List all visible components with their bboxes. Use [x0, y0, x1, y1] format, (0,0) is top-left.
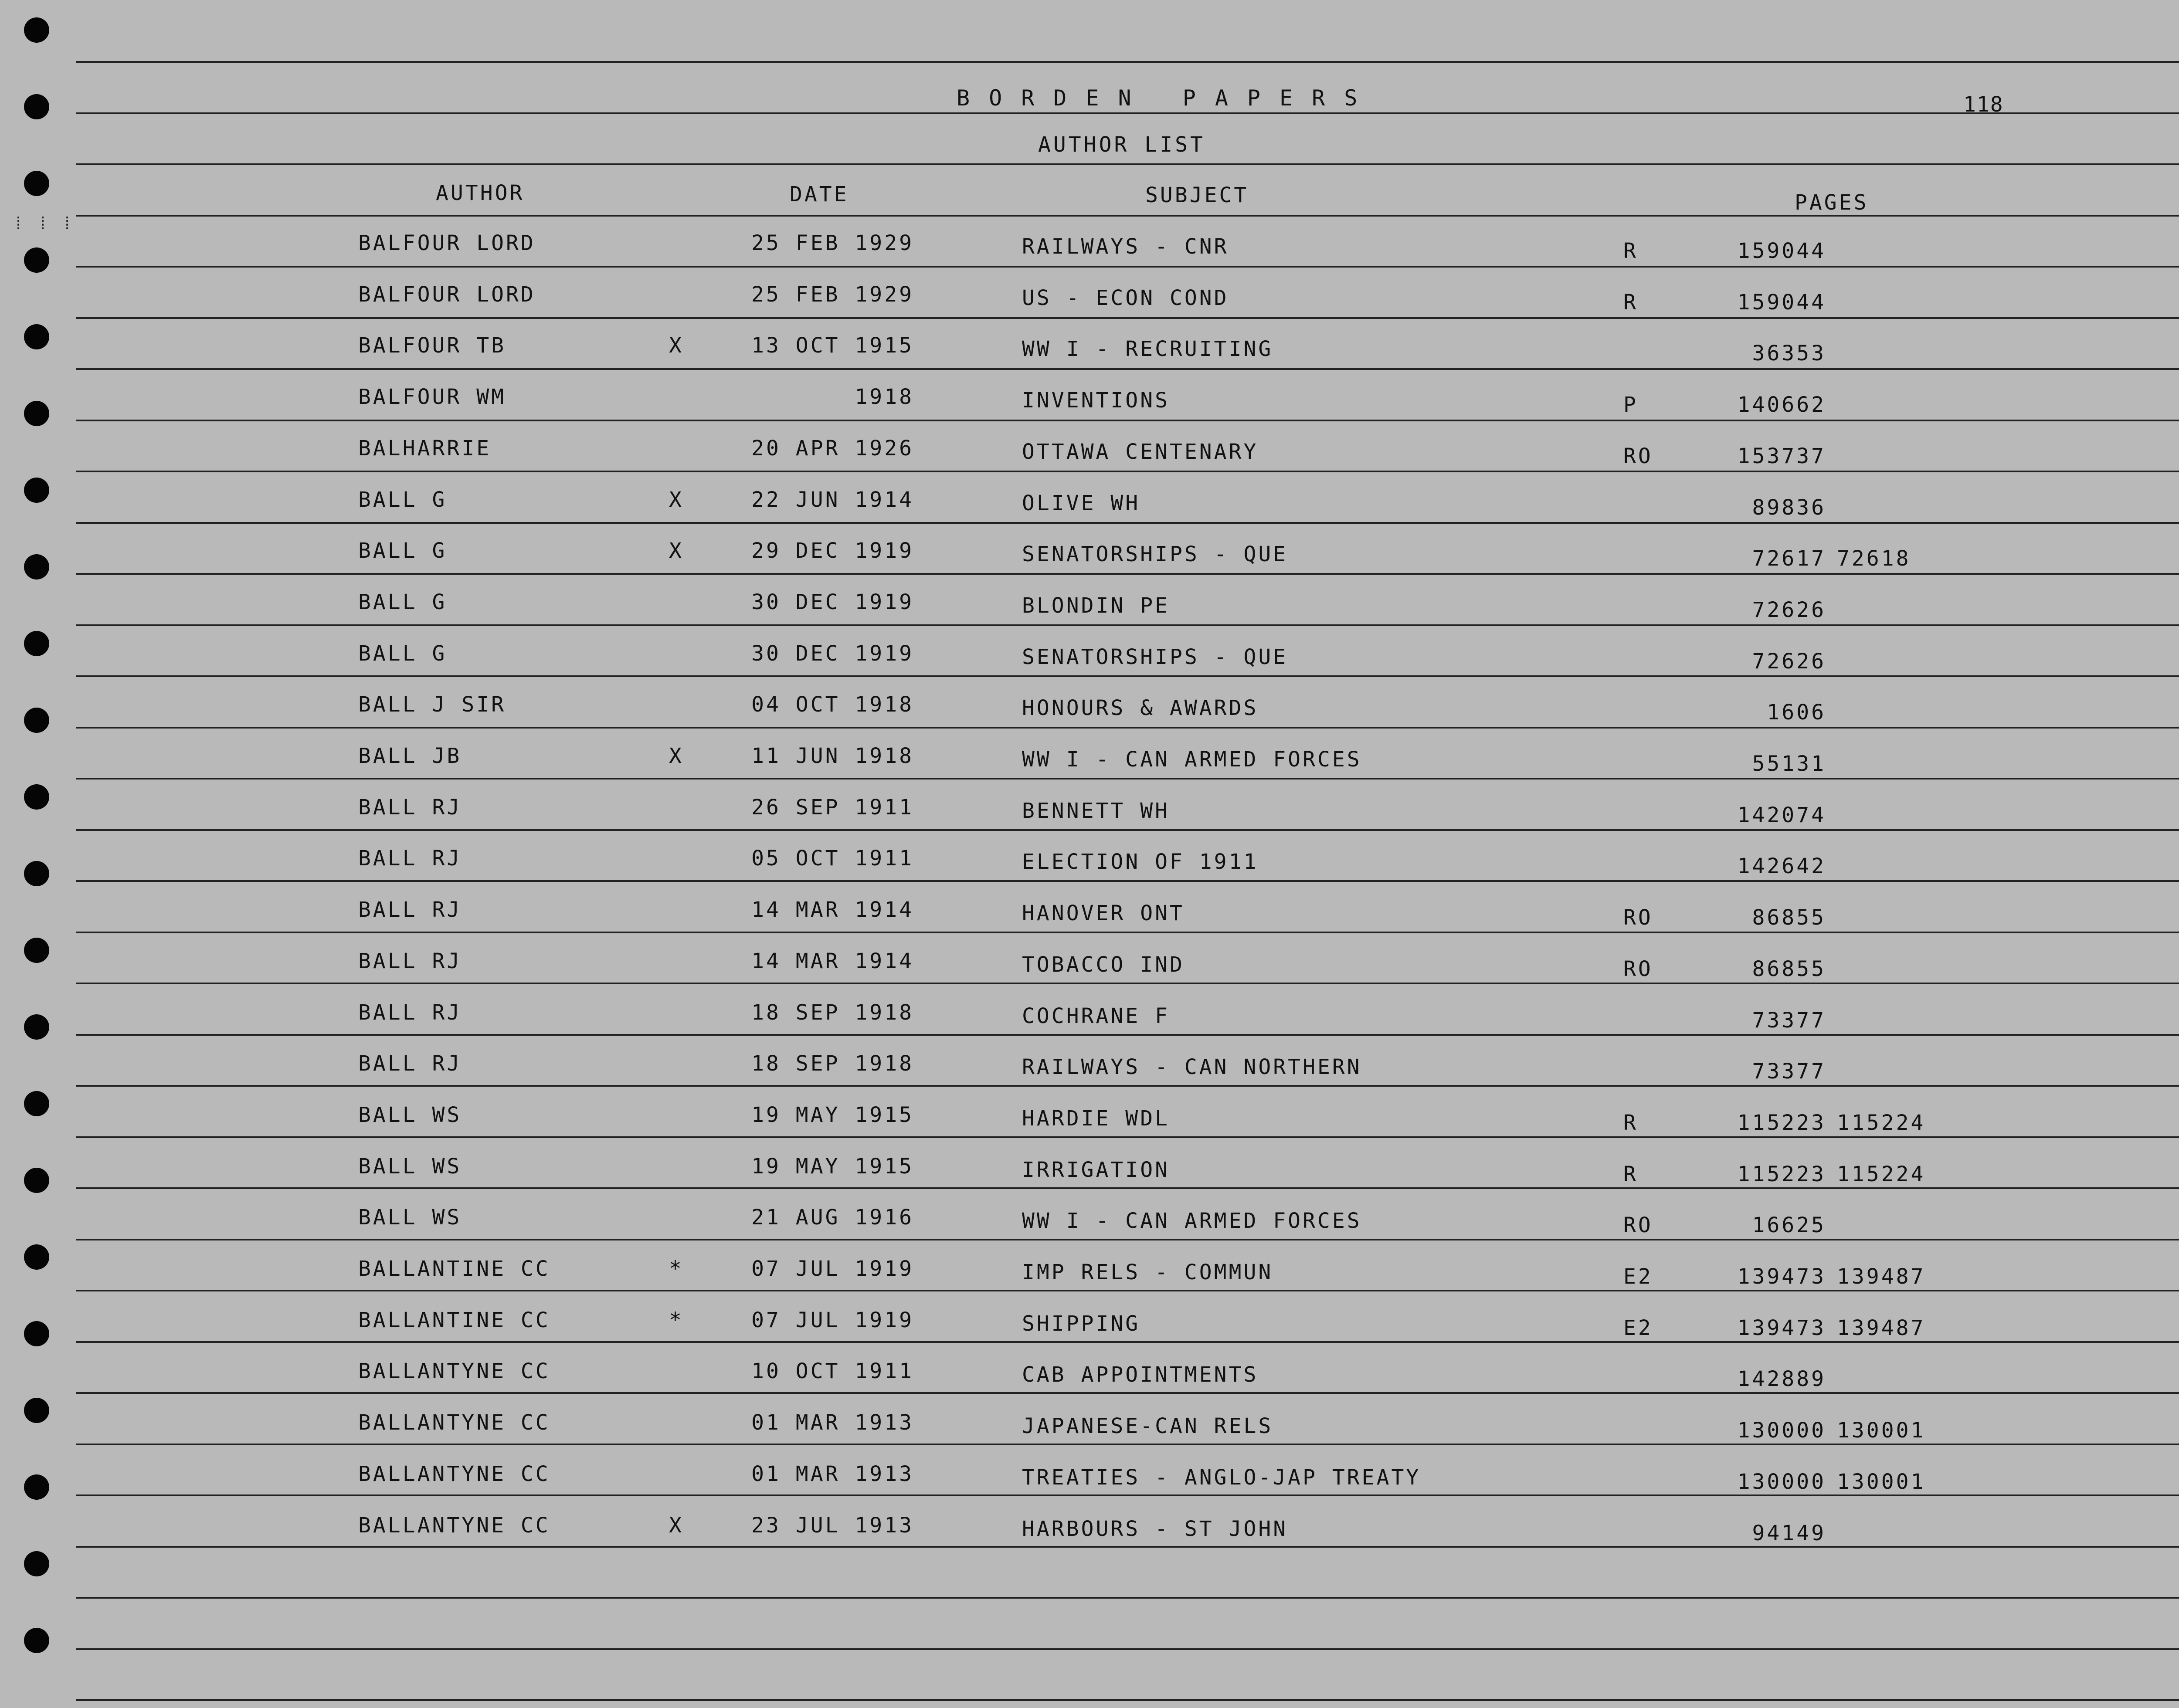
table-row: [0, 385, 2179, 433]
author-cell: BALFOUR LORD: [358, 282, 536, 307]
table-row: [0, 1462, 2179, 1510]
table-row: [0, 1359, 2179, 1407]
date-cell: 18 SEP 1918: [751, 1000, 914, 1025]
page-start-cell: 94149: [1752, 1521, 1826, 1545]
feed-hole: [24, 1628, 49, 1653]
page-start-cell: 142642: [1737, 854, 1826, 878]
page-start-cell: 115223: [1737, 1162, 1826, 1186]
date-cell: 26 SEP 1911: [751, 795, 914, 820]
subject-cell: US - ECON COND: [1022, 286, 1229, 310]
ruled-line: [76, 112, 2179, 114]
table-row: [0, 744, 2179, 792]
column-header-subject: SUBJECT: [1145, 183, 1249, 207]
subject-cell: TREATIES - ANGLO-JAP TREATY: [1022, 1465, 1421, 1490]
feed-hole: [24, 171, 49, 196]
author-cell: BALLANTINE CC: [358, 1257, 550, 1281]
subject-cell: SENATORSHIPS - QUE: [1022, 645, 1288, 669]
document-title: BORDEN PAPERS: [957, 85, 1377, 111]
author-cell: BALFOUR WM: [358, 385, 506, 409]
author-cell: BALL G: [358, 488, 447, 512]
page-end-cell: 139487: [1837, 1316, 1926, 1340]
subject-cell: ELECTION OF 1911: [1022, 850, 1259, 874]
author-cell: BALLANTYNE CC: [358, 1513, 550, 1538]
code-cell: RO: [1623, 1213, 1653, 1237]
table-row: [0, 1513, 2179, 1561]
table-row: [0, 692, 2179, 740]
subject-cell: BENNETT WH: [1022, 799, 1170, 823]
page-end-cell: 115224: [1837, 1162, 1926, 1186]
code-cell: R: [1623, 1111, 1638, 1135]
table-row: [0, 641, 2179, 689]
author-cell: BALL WS: [358, 1103, 462, 1127]
page-start-cell: 16625: [1752, 1213, 1826, 1237]
page-start-cell: 89836: [1752, 495, 1826, 520]
page-start-cell: 142074: [1737, 803, 1826, 827]
author-cell: BALFOUR LORD: [358, 231, 536, 255]
subject-cell: RAILWAYS - CNR: [1022, 234, 1229, 259]
subject-cell: SENATORSHIPS - QUE: [1022, 542, 1288, 566]
subject-cell: HONOURS & AWARDS: [1022, 696, 1259, 720]
table-row: [0, 1308, 2179, 1356]
page-start-cell: 139473: [1737, 1316, 1826, 1340]
date-cell: 18 SEP 1918: [751, 1051, 914, 1076]
page-start-cell: 72626: [1752, 649, 1826, 674]
date-cell: 19 MAY 1915: [751, 1154, 914, 1179]
date-cell: 22 JUN 1914: [751, 488, 914, 512]
code-cell: R: [1623, 290, 1638, 315]
date-cell: 23 JUL 1913: [751, 1513, 914, 1538]
page-start-cell: 159044: [1737, 239, 1826, 263]
author-cell: BALL G: [358, 539, 447, 563]
date-cell: 19 MAY 1915: [751, 1103, 914, 1127]
page-start-cell: 36353: [1752, 341, 1826, 366]
date-cell: 30 DEC 1919: [751, 641, 914, 666]
author-cell: BALFOUR TB: [358, 333, 506, 358]
page-start-cell: 130000: [1737, 1470, 1826, 1494]
author-cell: BALL RJ: [358, 898, 462, 922]
page-start-cell: 72626: [1752, 598, 1826, 622]
subject-cell: OLIVE WH: [1022, 491, 1140, 515]
date-cell: 25 FEB 1929: [751, 231, 914, 255]
table-row: [0, 1154, 2179, 1202]
column-header-date: DATE: [790, 182, 849, 207]
page-start-cell: 73377: [1752, 1059, 1826, 1084]
table-row: [0, 949, 2179, 997]
author-cell: BALLANTYNE CC: [358, 1359, 550, 1383]
flag-cell: X: [669, 333, 684, 358]
page-end-cell: 115224: [1837, 1111, 1926, 1135]
subject-cell: RAILWAYS - CAN NORTHERN: [1022, 1055, 1362, 1079]
table-row: [0, 1257, 2179, 1305]
table-row: [0, 539, 2179, 586]
flag-cell: *: [669, 1257, 684, 1281]
code-cell: RO: [1623, 957, 1653, 981]
date-cell: 01 MAR 1913: [751, 1410, 914, 1435]
table-row: [0, 846, 2179, 894]
subject-cell: IMP RELS - COMMUN: [1022, 1260, 1273, 1284]
ruled-line: [76, 1597, 2179, 1599]
date-cell: 05 OCT 1911: [751, 846, 914, 871]
date-cell: 07 JUL 1919: [751, 1308, 914, 1332]
flag-cell: X: [669, 539, 684, 563]
column-header-author: AUTHOR: [436, 181, 525, 205]
author-cell: BALL RJ: [358, 846, 462, 871]
subject-cell: COCHRANE F: [1022, 1004, 1170, 1028]
table-row: [0, 795, 2179, 843]
subject-cell: HARBOURS - ST JOHN: [1022, 1517, 1288, 1541]
date-cell: 20 APR 1926: [751, 436, 914, 461]
page-end-cell: 130001: [1837, 1470, 1926, 1494]
page-start-cell: 115223: [1737, 1111, 1826, 1135]
date-cell: 25 FEB 1929: [751, 282, 914, 307]
subject-cell: BLONDIN PE: [1022, 593, 1170, 618]
feed-hole: [24, 94, 49, 119]
page-start-cell: 130000: [1737, 1418, 1826, 1443]
date-cell: 29 DEC 1919: [751, 539, 914, 563]
page-end-cell: 72618: [1837, 546, 1911, 571]
author-cell: BALL G: [358, 641, 447, 666]
ruled-line: [76, 215, 2179, 217]
page-start-cell: 86855: [1752, 957, 1826, 981]
author-cell: BALL G: [358, 590, 447, 614]
page-start-cell: 73377: [1752, 1008, 1826, 1033]
page-start-cell: 86855: [1752, 905, 1826, 930]
date-cell: 30 DEC 1919: [751, 590, 914, 614]
date-cell: 04 OCT 1918: [751, 692, 914, 717]
author-cell: BALL RJ: [358, 1051, 462, 1076]
subject-cell: INVENTIONS: [1022, 388, 1170, 413]
flag-cell: *: [669, 1308, 684, 1332]
subject-cell: HANOVER ONT: [1022, 901, 1185, 925]
margin-mark: ⁞ ⁞ ⁞: [13, 214, 75, 234]
table-row: [0, 333, 2179, 381]
code-cell: RO: [1623, 444, 1653, 468]
table-row: [0, 231, 2179, 279]
flag-cell: X: [669, 488, 684, 512]
subject-cell: SHIPPING: [1022, 1312, 1140, 1336]
code-cell: RO: [1623, 905, 1653, 930]
subject-cell: OTTAWA CENTENARY: [1022, 440, 1259, 464]
author-cell: BALL JB: [358, 744, 462, 768]
author-cell: BALL WS: [358, 1205, 462, 1230]
flag-cell: X: [669, 1513, 684, 1538]
author-cell: BALL RJ: [358, 1000, 462, 1025]
flag-cell: X: [669, 744, 684, 768]
date-cell: 1918: [855, 385, 914, 409]
author-cell: BALLANTYNE CC: [358, 1462, 550, 1486]
author-cell: BALLANTINE CC: [358, 1308, 550, 1332]
table-row: [0, 282, 2179, 330]
code-cell: E2: [1623, 1264, 1653, 1289]
subject-cell: WW I - CAN ARMED FORCES: [1022, 1209, 1362, 1233]
table-row: [0, 1205, 2179, 1253]
table-row: [0, 1103, 2179, 1151]
table-row: [0, 436, 2179, 484]
subject-cell: IRRIGATION: [1022, 1158, 1170, 1182]
page-end-cell: 139487: [1837, 1264, 1926, 1289]
subject-cell: HARDIE WDL: [1022, 1106, 1170, 1131]
table-row: [0, 898, 2179, 946]
author-cell: BALLANTYNE CC: [358, 1410, 550, 1435]
code-cell: E2: [1623, 1316, 1653, 1340]
subject-cell: WW I - RECRUITING: [1022, 337, 1273, 361]
page-start-cell: 159044: [1737, 290, 1826, 315]
page-number: 118: [1963, 92, 2004, 117]
author-cell: BALHARRIE: [358, 436, 492, 461]
ruled-line: [76, 61, 2179, 63]
page-start-cell: 72617: [1752, 546, 1826, 571]
table-row: [0, 1051, 2179, 1099]
table-row: [0, 1000, 2179, 1048]
author-cell: BALL J SIR: [358, 692, 506, 717]
code-cell: R: [1623, 239, 1638, 263]
page-start-cell: 153737: [1737, 444, 1826, 468]
ruled-line: [76, 163, 2179, 165]
subject-cell: JAPANESE-CAN RELS: [1022, 1414, 1273, 1438]
feed-hole: [24, 17, 49, 43]
document-subtitle: AUTHOR LIST: [1038, 132, 1205, 157]
page-start-cell: 1606: [1767, 700, 1826, 725]
table-row: [0, 1410, 2179, 1458]
page-end-cell: 130001: [1837, 1418, 1926, 1443]
date-cell: 14 MAR 1914: [751, 898, 914, 922]
author-cell: BALL RJ: [358, 795, 462, 820]
ruled-line: [76, 1648, 2179, 1650]
date-cell: 14 MAR 1914: [751, 949, 914, 973]
date-cell: 21 AUG 1916: [751, 1205, 914, 1230]
date-cell: 07 JUL 1919: [751, 1257, 914, 1281]
page-start-cell: 142889: [1737, 1367, 1826, 1391]
code-cell: R: [1623, 1162, 1638, 1186]
date-cell: 11 JUN 1918: [751, 744, 914, 768]
ruled-line: [76, 1699, 2179, 1701]
page-start-cell: 139473: [1737, 1264, 1826, 1289]
date-cell: 13 OCT 1915: [751, 333, 914, 358]
subject-cell: CAB APPOINTMENTS: [1022, 1362, 1259, 1387]
date-cell: 01 MAR 1913: [751, 1462, 914, 1486]
page-start-cell: 140662: [1737, 393, 1826, 417]
table-row: [0, 590, 2179, 638]
page-start-cell: 55131: [1752, 752, 1826, 776]
subject-cell: WW I - CAN ARMED FORCES: [1022, 747, 1362, 772]
author-cell: BALL WS: [358, 1154, 462, 1179]
code-cell: P: [1623, 393, 1638, 417]
table-row: [0, 488, 2179, 535]
column-header-pages: PAGES: [1795, 190, 1869, 215]
author-cell: BALL RJ: [358, 949, 462, 973]
subject-cell: TOBACCO IND: [1022, 952, 1185, 977]
date-cell: 10 OCT 1911: [751, 1359, 914, 1383]
